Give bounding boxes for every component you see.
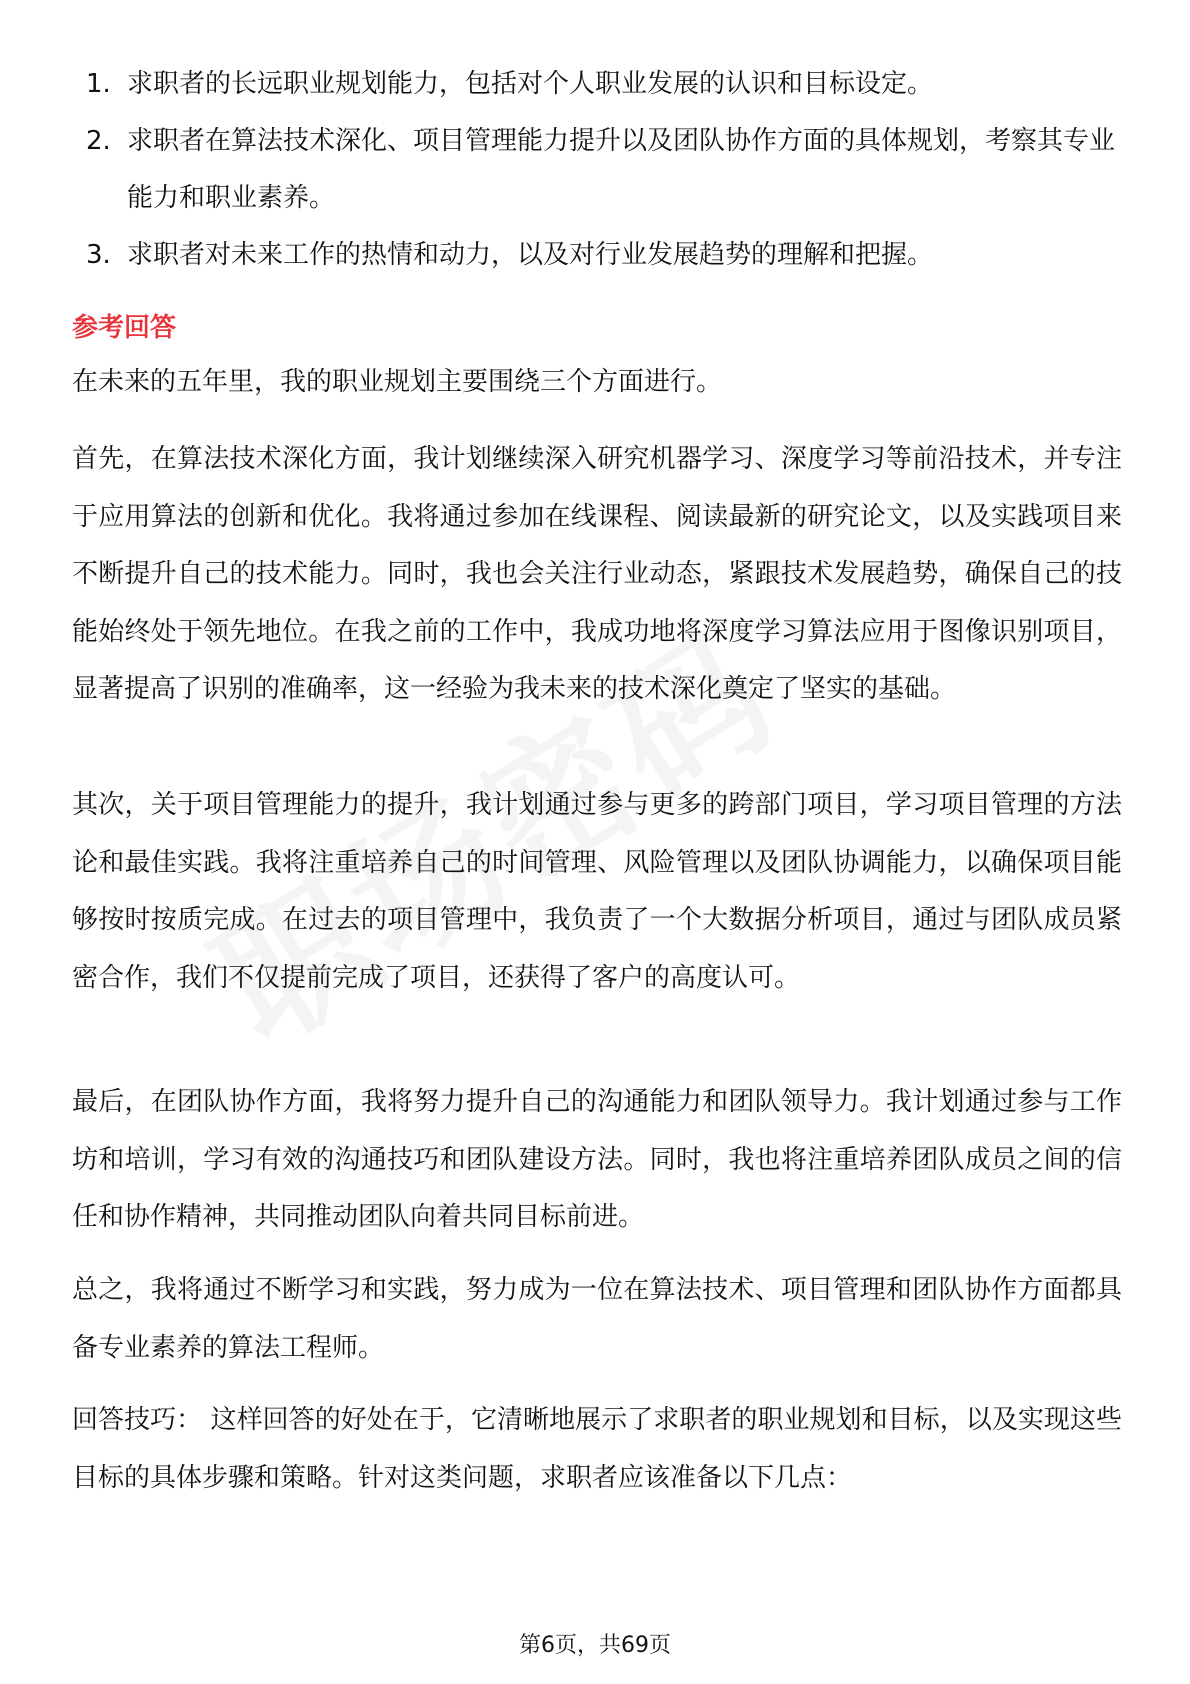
list-item-text: 求职者在算法技术深化、项目管理能力提升以及团队协作方面的具体规划，考察其专业能力和职业素养。 [127, 126, 1116, 213]
page-number: 第6页，共69页 [519, 1633, 671, 1658]
paragraph-algorithm: 首先，在算法技术深化方面，我计划继续深入研究机器学习、深度学习等前沿技术，并专注于应用算法的创新和优化。我将通过参加在线课程、阅读最新的研究论文，以及实践项目来不断提升自己的技术能力。同时，我也会关注行业动态，紧跟技术发展趋势，确保自己的技能始终处于领先地位。在我之前的工作中，我成功地将深度学习算法应用于图像识别项目，显著提高了识别的准确率，这一经验为我未来的技术深化奠定了坚实的基础。 [72, 444, 1122, 705]
paragraph-intro: 在未来的五年里，我的职业规划主要围绕三个方面进行。 [72, 367, 723, 397]
list-item [72, 56, 1122, 113]
list-item-text: 求职者对未来工作的热情和动力，以及对行业发展趋势的理解和把握。 [127, 240, 934, 270]
list-item-number: 1. [86, 69, 111, 99]
assessment-points-list [72, 56, 1122, 284]
paragraph-project-management: 其次，关于项目管理能力的提升，我计划通过参与更多的跨部门项目，学习项目管理的方法论和最佳实践。我将注重培养自己的时间管理、风险管理以及团队协调能力，以确保项目能够按时按质完成。在过去的项目管理中，我负责了一个大数据分析项目，通过与团队成员紧密合作，我们不仅提前完成了项目，还获得了客户的高度认可。 [72, 790, 1122, 993]
paragraph-summary: 总之，我将通过不断学习和实践，努力成为一位在算法技术、项目管理和团队协作方面都具备专业素养的算法工程师。 [72, 1275, 1122, 1363]
list-item-number: 3. [86, 240, 111, 270]
paragraph-answer-tips: 回答技巧： 这样回答的好处在于，它清晰地展示了求职者的职业规划和目标，以及实现这些目标的具体步骤和策略。针对这类问题，求职者应该准备以下几点： [72, 1405, 1122, 1493]
list-item-text: 求职者的长远职业规划能力，包括对个人职业发展的认识和目标设定。 [127, 69, 934, 99]
list-item [72, 227, 1122, 284]
list-item-number: 2. [86, 126, 111, 156]
list-item [72, 113, 1122, 227]
section-title: 参考回答 [72, 313, 177, 343]
paragraph-teamwork: 最后，在团队协作方面，我将努力提升自己的沟通能力和团队领导力。我计划通过参与工作坊和培训，学习有效的沟通技巧和团队建设方法。同时，我也将注重培养团队成员之间的信任和协作精神，共同推动团队向着共同目标前进。 [72, 1087, 1122, 1233]
